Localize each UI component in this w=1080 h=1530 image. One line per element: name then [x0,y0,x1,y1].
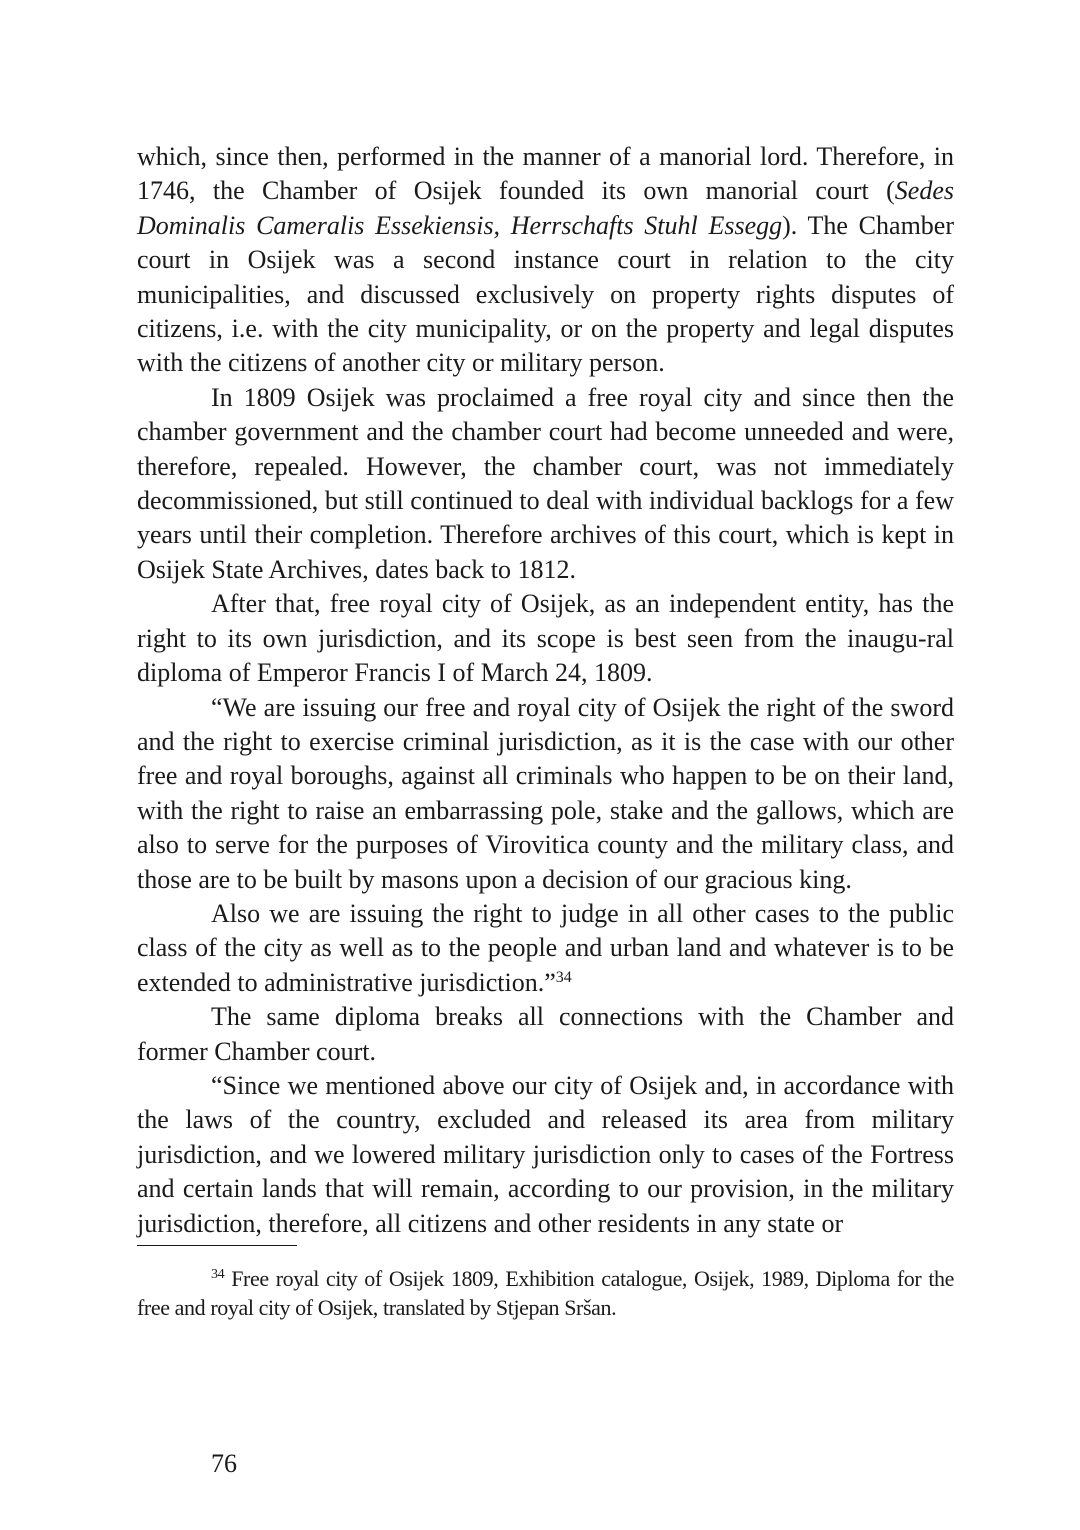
paragraph-2: In 1809 Osijek was proclaimed a free royal city and since then the chamber government and the chamber court had become unneeded and were, therefore, repealed. However, the chamber court, was not immediately decommissioned, but still continued to deal with individual backlogs for a few years until their completion. Therefore archives of this court, which is kept in Osijek State Archives, dates back to 1812. [137,382,954,584]
paragraph-1-text-b: ). The Chamber court in Osijek was a second instance court in relation to the city municipalities, and discussed exclusively on property rights disputes of citizens, i.e. with the city municipality, or on the property and legal disputes with the citizens of another city or military person. [137,210,954,378]
page-number: 76 [211,1449,237,1478]
footnote-number: 34 [211,1267,225,1282]
paragraph-7: “Since we mentioned above our city of Osijek and, in accordance with the laws of the country, excluded and released its area from military jurisdiction, and we lowered military jurisdiction only to cases of the Fortress and certain lands that will remain, according to our provision, in the military jurisdiction, therefore, all citizens and other residents in any state or [137,1070,954,1238]
body-text [137,140,954,1241]
paragraph-1 [137,140,954,381]
paragraph-5 [137,897,954,1000]
footnote-divider [137,1245,297,1246]
page-content [137,140,954,1322]
paragraph-6: The same diploma breaks all connections with the Chamber and former Chamber court. [137,1002,954,1066]
footnote [137,1264,954,1322]
paragraph-5-text: Also we are issuing the right to judge in all other cases to the public class of the city as well as to the people and urban land and whatever is to be extended to administrative jurisdiction.” [137,898,954,997]
paragraph-1-text-a: which, since then, performed in the manner of a manorial lord. Therefore, in 1746, the Chamber of Osijek founded its own manorial court ( [137,142,954,206]
footnote-text: Free royal city of Osijek 1809, Exhibition catalogue, Osijek, 1989, Diploma for the free and royal city of Osijek, translated by Stjepan Sršan. [137,1266,954,1320]
paragraph-3: After that, free royal city of Osijek, as an independent entity, has the right to its own jurisdiction, and its scope is best seen from the inaugu-ral diploma of Emperor Francis I of March 24, 1809. [137,589,954,688]
footnote-reference[interactable]: 34 [555,968,572,986]
latin-court-name: Sedes Dominalis Cameralis Essekiensis, Herrschafts Stuhl Essegg [137,176,954,240]
paragraph-4: “We are issuing our free and royal city of Osijek the right of the sword and the right to exercise criminal jurisdiction, as it is the case with our other free and royal boroughs, against all criminals who happen to be on their land, with the right to raise an embarrassing pole, stake and the gallows, which are also to serve for the purposes of Virovitica county and the military class, and those are to be built by masons upon a decision of our gracious king. [137,692,954,894]
